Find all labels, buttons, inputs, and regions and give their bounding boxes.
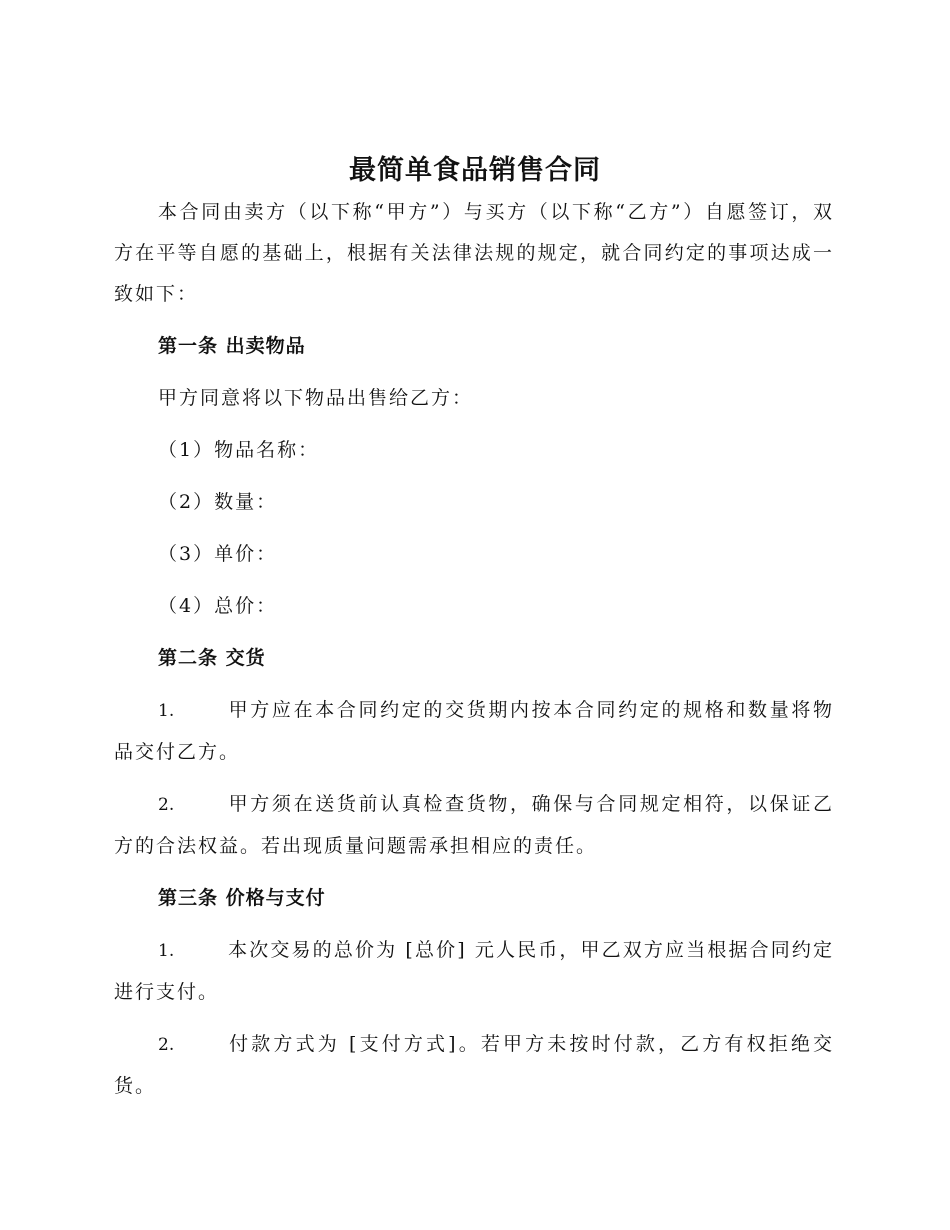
article-2-clause-1 [114, 690, 834, 773]
clause-number: 2. [158, 795, 175, 815]
article-2-heading: 第二条 交货 [158, 647, 266, 669]
list-item: （3）单价： [158, 543, 278, 565]
article-1-lead: 甲方同意将以下物品出售给乙方： [158, 387, 474, 409]
list-item: （2）数量： [158, 491, 278, 513]
intro-paragraph: 本合同由卖方（以下称“甲方”）与买方（以下称“乙方”）自愿签订，双方在平等自愿的基础上，根据有关法律法规的规定，就合同约定的事项达成一致如下： [114, 201, 834, 305]
clause-text: 甲方须在送货前认真检查货物，确保与合同规定相符，以保证乙方的合法权益。若出现质量问题需承担相应的责任。 [114, 793, 834, 857]
article-3-heading: 第三条 价格与支付 [158, 887, 326, 909]
article-3-clause-1 [114, 930, 834, 1013]
document-title: 最简单食品销售合同 [349, 155, 601, 186]
clause-number: 1. [158, 941, 175, 961]
clause-text: 付款方式为 [支付方式]。若甲方未按时付款，乙方有权拒绝交货。 [114, 1033, 834, 1097]
clause-text: 甲方应在本合同约定的交货期内按本合同约定的规格和数量将物品交付乙方。 [114, 699, 834, 763]
list-item: （4）总价： [158, 595, 278, 617]
clause-text: 本次交易的总价为 [总价] 元人民币，甲乙双方应当根据合同约定进行支付。 [114, 939, 834, 1003]
clause-number: 1. [158, 701, 175, 721]
list-item: （1）物品名称： [158, 439, 320, 461]
clause-number: 2. [158, 1035, 175, 1055]
article-1-heading: 第一条 出卖物品 [158, 335, 306, 357]
article-3-clause-2 [114, 1024, 834, 1107]
document-body [114, 192, 834, 1118]
article-2-clause-2 [114, 784, 834, 867]
